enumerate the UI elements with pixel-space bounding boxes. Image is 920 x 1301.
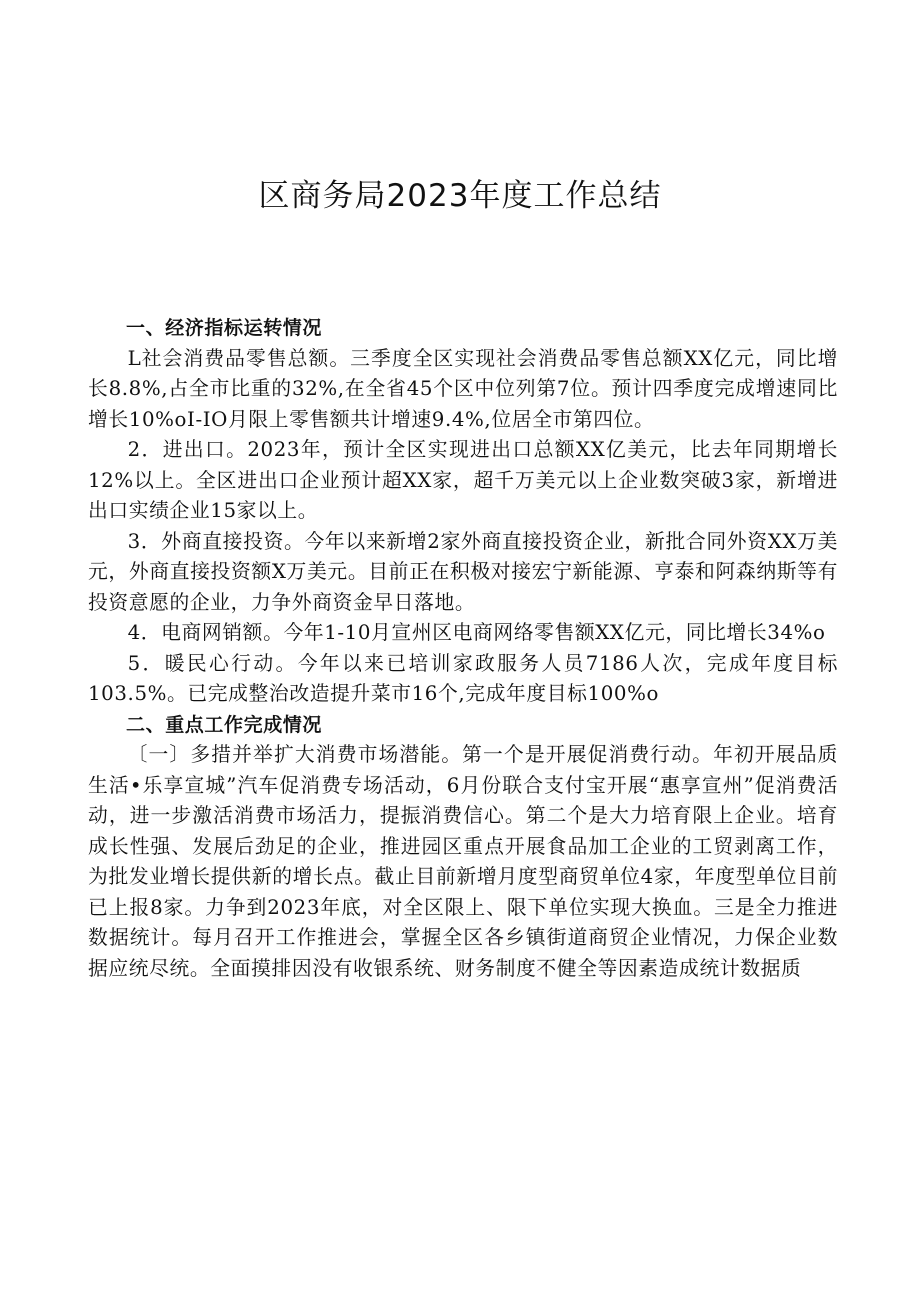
section-heading-economic-indicators: 一、经济指标运转情况 [126, 317, 323, 339]
section-heading-key-work: 二、重点工作完成情况 [126, 713, 323, 736]
paragraph-import-export: 2．进出口。2023年，预计全区实现进出口总额XX亿美元，比去年同期增长12%以上。全区进出口企业预计超XX家，超千万美元以上企业数突破3家，新增进出口实绩企业15家以上。 [88, 438, 838, 522]
paragraph-retail-sales: L社会消费品零售总额。三季度全区实现社会消费品零售总额XX亿元，同比增长8.8%,占全市比重的32%,在全省45个区中位列第7位。预计四季度完成增速同比增长10%oI-IO月限上零售额共计增速9.4%,位居全市第四位。 [88, 346, 838, 431]
paragraph-livelihood-action: 5．暖民心行动。今年以来已培训家政服务人员7186人次，完成年度目标103.5%。已完成整治改造提升菜市16个,完成年度目标100%o [88, 651, 838, 705]
paragraph-foreign-investment: 3．外商直接投资。今年以来新增2家外商直接投资企业，新批合同外资XX万美元，外商直接投资额X万美元。目前正在积极对接宏宁新能源、亨泰和阿森纳斯等有投资意愿的企业，力争外商资金早日落地。 [88, 529, 838, 614]
paragraph-ecommerce-sales: 4．电商网销额。今年1-10月宣州区电商网络零售额XX亿元，同比增长34%o [127, 621, 826, 644]
paragraph-consumption-market: 〔一〕多措并举扩大消费市场潜能。第一个是开展促消费行动。年初开展品质生活•乐享宣城”汽车促消费专场活动，6月份联合支付宝开展“惠享宣州”促消费活动，进一步激活消费市场活力，提振消费信心。第二个是大力培育限上企业。培育成长性强、发展后劲足的企业，推进园区重点开展食品加工企业的工贸剥离工作，为批发业增长提供新的增长点。截止目前新增月度型商贸单位4家，年度型单位目前已上报8家。力争到2023年底，对全区限上、限下单位实现大换血。三是全力推进数据统计。每月召开工作推进会，掌握全区各乡镇街道商贸企业情况，力保企业数据应统尽统。全面摸排因没有收银系统、财务制度不健全等因素造成统计数据质 [88, 743, 838, 980]
document-title: 区商务局2023年度工作总结 [258, 178, 662, 214]
document-body [88, 313, 838, 984]
